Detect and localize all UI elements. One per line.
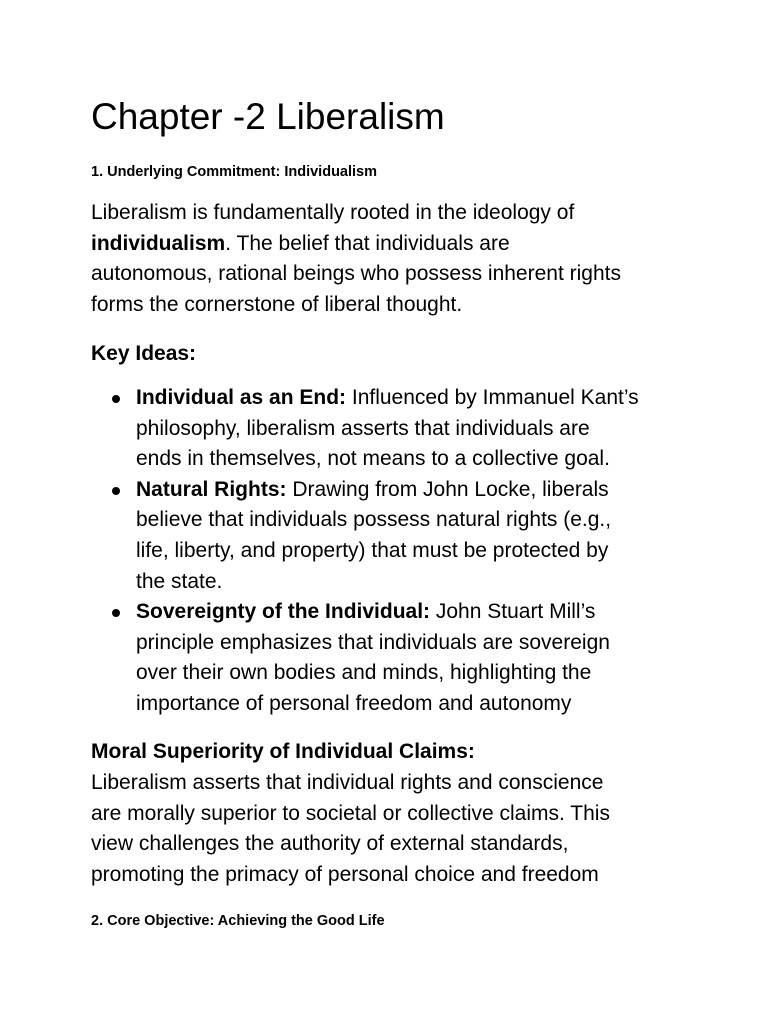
intro-paragraph	[91, 198, 691, 320]
list-item	[0, 383, 768, 475]
bullet-icon	[112, 609, 120, 617]
bullet-line: over their own bodies and minds, highlighting the	[136, 661, 592, 685]
moral-line: view challenges the authority of external standards,	[91, 832, 569, 856]
list-item	[0, 597, 768, 719]
moral-superiority-paragraph	[91, 768, 691, 890]
moral-line: are morally superior to societal or collective claims. This	[91, 801, 610, 825]
bullet-icon	[112, 395, 120, 403]
moral-line: Liberalism asserts that individual rights and conscience	[91, 771, 604, 794]
bullet-first-line	[136, 597, 768, 628]
key-ideas-list	[0, 383, 768, 720]
bullet-text: Drawing from John Locke, liberals	[286, 477, 609, 501]
bullet-term: Natural Rights:	[136, 477, 287, 501]
bullet-line: the state.	[136, 569, 223, 593]
bullet-line: believe that individuals possess natural rights (e.g.,	[136, 508, 612, 532]
bullet-line: philosophy, liberalism asserts that individuals are	[136, 416, 590, 440]
bullet-line: ends in themselves, not means to a collective goal.	[136, 447, 610, 471]
bullet-line: importance of personal freedom and autonomy	[136, 691, 572, 715]
bullet-text: John Stuart Mill’s	[430, 600, 596, 624]
intro-line	[91, 229, 691, 260]
bullet-text: Influenced by Immanuel Kant’s	[346, 386, 639, 409]
bullet-first-line	[136, 383, 768, 414]
bullet-line: life, liberty, and property) that must be protected by	[136, 538, 609, 562]
section-heading-good-life: 2. Core Objective: Achieving the Good Life	[91, 913, 385, 929]
moral-superiority-heading: Moral Superiority of Individual Claims:	[91, 740, 475, 763]
key-ideas-heading: Key Ideas:	[91, 342, 197, 365]
section-heading-individualism: 1. Underlying Commitment: Individualism	[91, 164, 378, 180]
intro-line-rest: . The belief that individuals are	[225, 231, 510, 255]
bullet-icon	[112, 487, 120, 495]
list-item	[0, 475, 768, 597]
bullet-first-line	[136, 475, 768, 506]
intro-line: Liberalism is fundamentally rooted in the ideology of	[91, 201, 575, 224]
bullet-term: Sovereignty of the Individual:	[136, 600, 431, 624]
chapter-title: Chapter -2 Liberalism	[91, 96, 445, 137]
intro-line: forms the cornerstone of liberal thought.	[91, 292, 463, 316]
intro-emphasis: individualism	[91, 231, 226, 255]
bullet-term: Individual as an End:	[136, 386, 347, 409]
bullet-line: principle emphasizes that individuals are sovereign	[136, 630, 610, 654]
intro-line: autonomous, rational beings who possess inherent rights	[91, 262, 621, 286]
moral-line: promoting the primacy of personal choice and freedom	[91, 862, 599, 886]
